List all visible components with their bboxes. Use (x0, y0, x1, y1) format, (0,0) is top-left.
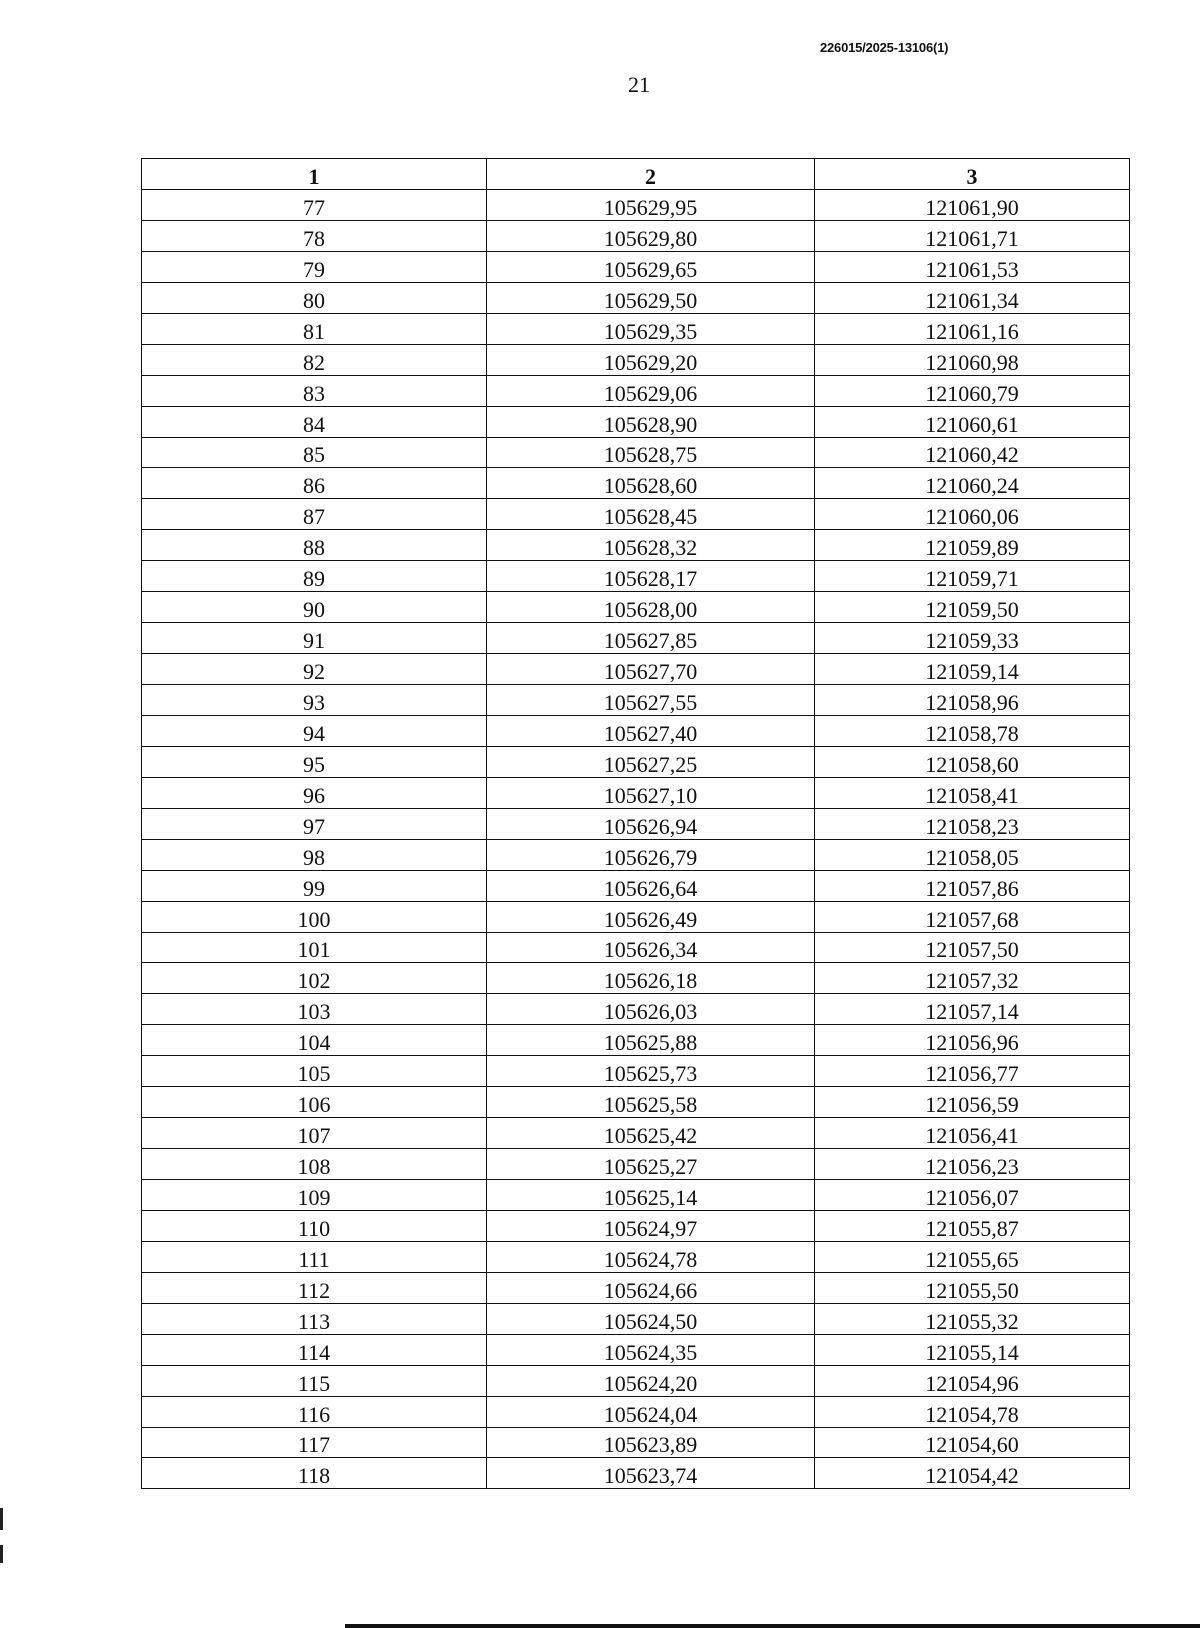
y-coordinate-cell: 121061,16 (815, 313, 1130, 344)
point-number-cell: 113 (142, 1303, 487, 1334)
table-header-row (142, 159, 1130, 190)
y-coordinate-cell: 121059,71 (815, 561, 1130, 592)
x-coordinate-cell: 105629,35 (487, 313, 815, 344)
x-coordinate-cell: 105626,18 (487, 963, 815, 994)
table-row (142, 1396, 1130, 1427)
x-coordinate-cell: 105623,74 (487, 1458, 815, 1489)
point-number-cell: 110 (142, 1210, 487, 1241)
x-coordinate-cell: 105628,32 (487, 530, 815, 561)
table-row (142, 685, 1130, 716)
x-coordinate-cell: 105624,66 (487, 1272, 815, 1303)
scan-edge-mark (0, 1508, 3, 1530)
y-coordinate-cell: 121058,05 (815, 839, 1130, 870)
x-coordinate-cell: 105626,64 (487, 870, 815, 901)
y-coordinate-cell: 121054,78 (815, 1396, 1130, 1427)
x-coordinate-cell: 105626,79 (487, 839, 815, 870)
point-number-cell: 80 (142, 282, 487, 313)
point-number-cell: 87 (142, 499, 487, 530)
point-number-cell: 117 (142, 1427, 487, 1458)
x-coordinate-cell: 105624,50 (487, 1303, 815, 1334)
table-row (142, 623, 1130, 654)
table-row (142, 1180, 1130, 1211)
y-coordinate-cell: 121060,98 (815, 344, 1130, 375)
table-row (142, 530, 1130, 561)
x-coordinate-cell: 105626,94 (487, 808, 815, 839)
x-coordinate-cell: 105624,97 (487, 1210, 815, 1241)
table-row (142, 901, 1130, 932)
table-row (142, 1272, 1130, 1303)
y-coordinate-cell: 121059,14 (815, 654, 1130, 685)
x-coordinate-cell: 105625,14 (487, 1180, 815, 1211)
table-row (142, 375, 1130, 406)
y-coordinate-cell: 121059,33 (815, 623, 1130, 654)
x-coordinate-cell: 105627,55 (487, 685, 815, 716)
point-number-cell: 115 (142, 1365, 487, 1396)
point-number-cell: 104 (142, 1025, 487, 1056)
x-coordinate-cell: 105629,06 (487, 375, 815, 406)
y-coordinate-cell: 121055,50 (815, 1272, 1130, 1303)
point-number-cell: 91 (142, 623, 487, 654)
table-row (142, 932, 1130, 963)
point-number-cell: 83 (142, 375, 487, 406)
y-coordinate-cell: 121061,53 (815, 251, 1130, 282)
x-coordinate-cell: 105626,03 (487, 994, 815, 1025)
x-coordinate-cell: 105629,95 (487, 190, 815, 221)
table-row (142, 654, 1130, 685)
x-coordinate-cell: 105627,40 (487, 715, 815, 746)
x-coordinate-cell: 105624,20 (487, 1365, 815, 1396)
y-coordinate-cell: 121058,78 (815, 715, 1130, 746)
x-coordinate-cell: 105627,70 (487, 654, 815, 685)
y-coordinate-cell: 121057,68 (815, 901, 1130, 932)
point-number-cell: 116 (142, 1396, 487, 1427)
table-row (142, 777, 1130, 808)
point-number-cell: 100 (142, 901, 487, 932)
x-coordinate-cell: 105625,27 (487, 1149, 815, 1180)
y-coordinate-cell: 121060,24 (815, 468, 1130, 499)
point-number-cell: 103 (142, 994, 487, 1025)
table-row (142, 406, 1130, 437)
table-row (142, 1241, 1130, 1272)
y-coordinate-cell: 121056,23 (815, 1149, 1130, 1180)
table-row (142, 715, 1130, 746)
table-row (142, 313, 1130, 344)
table-row (142, 437, 1130, 468)
page-number: 21 (628, 72, 650, 97)
y-coordinate-cell: 121054,96 (815, 1365, 1130, 1396)
x-coordinate-cell: 105628,75 (487, 437, 815, 468)
point-number-cell: 81 (142, 313, 487, 344)
y-coordinate-cell: 121057,50 (815, 932, 1130, 963)
table-row (142, 561, 1130, 592)
x-coordinate-cell: 105626,49 (487, 901, 815, 932)
y-coordinate-cell: 121061,34 (815, 282, 1130, 313)
point-number-cell: 94 (142, 715, 487, 746)
table-row (142, 220, 1130, 251)
table-row (142, 963, 1130, 994)
point-number-cell: 86 (142, 468, 487, 499)
table-row (142, 1365, 1130, 1396)
y-coordinate-cell: 121054,60 (815, 1427, 1130, 1458)
point-number-cell: 102 (142, 963, 487, 994)
table-row (142, 1458, 1130, 1489)
point-number-cell: 99 (142, 870, 487, 901)
point-number-cell: 84 (142, 406, 487, 437)
table-row (142, 808, 1130, 839)
coordinates-table (141, 158, 1130, 1489)
point-number-cell: 105 (142, 1056, 487, 1087)
table-row (142, 1334, 1130, 1365)
point-number-cell: 82 (142, 344, 487, 375)
x-coordinate-cell: 105628,45 (487, 499, 815, 530)
table-row (142, 1118, 1130, 1149)
y-coordinate-cell: 121055,32 (815, 1303, 1130, 1334)
point-number-cell: 107 (142, 1118, 487, 1149)
table-row (142, 1149, 1130, 1180)
point-number-cell: 89 (142, 561, 487, 592)
y-coordinate-cell: 121059,50 (815, 592, 1130, 623)
point-number-cell: 109 (142, 1180, 487, 1211)
y-coordinate-cell: 121056,07 (815, 1180, 1130, 1211)
y-coordinate-cell: 121061,90 (815, 190, 1130, 221)
y-coordinate-cell: 121060,79 (815, 375, 1130, 406)
table-row (142, 592, 1130, 623)
y-coordinate-cell: 121060,06 (815, 499, 1130, 530)
y-coordinate-cell: 121058,23 (815, 808, 1130, 839)
table-row (142, 468, 1130, 499)
point-number-cell: 78 (142, 220, 487, 251)
table-row (142, 1427, 1130, 1458)
y-coordinate-cell: 121057,32 (815, 963, 1130, 994)
y-coordinate-cell: 121060,61 (815, 406, 1130, 437)
x-coordinate-cell: 105625,73 (487, 1056, 815, 1087)
y-coordinate-cell: 121056,59 (815, 1087, 1130, 1118)
y-coordinate-cell: 121056,77 (815, 1056, 1130, 1087)
point-number-cell: 101 (142, 932, 487, 963)
table-row (142, 746, 1130, 777)
y-coordinate-cell: 121057,86 (815, 870, 1130, 901)
point-number-cell: 90 (142, 592, 487, 623)
x-coordinate-cell: 105629,80 (487, 220, 815, 251)
x-coordinate-cell: 105624,04 (487, 1396, 815, 1427)
x-coordinate-cell: 105629,65 (487, 251, 815, 282)
x-coordinate-cell: 105623,89 (487, 1427, 815, 1458)
point-number-cell: 77 (142, 190, 487, 221)
y-coordinate-cell: 121055,87 (815, 1210, 1130, 1241)
table-row (142, 994, 1130, 1025)
x-coordinate-cell: 105628,00 (487, 592, 815, 623)
x-coordinate-cell: 105624,35 (487, 1334, 815, 1365)
point-number-cell: 97 (142, 808, 487, 839)
y-coordinate-cell: 121056,41 (815, 1118, 1130, 1149)
y-coordinate-cell: 121057,14 (815, 994, 1130, 1025)
table-row (142, 344, 1130, 375)
x-coordinate-cell: 105625,58 (487, 1087, 815, 1118)
table-row (142, 1087, 1130, 1118)
table-row (142, 499, 1130, 530)
x-coordinate-cell: 105625,88 (487, 1025, 815, 1056)
x-coordinate-cell: 105629,50 (487, 282, 815, 313)
bottom-scan-rule (345, 1624, 1200, 1628)
x-coordinate-cell: 105624,78 (487, 1241, 815, 1272)
point-number-cell: 114 (142, 1334, 487, 1365)
table-body (142, 190, 1130, 1489)
table-row (142, 282, 1130, 313)
x-coordinate-cell: 105629,20 (487, 344, 815, 375)
table-row (142, 870, 1130, 901)
table-row (142, 1210, 1130, 1241)
y-coordinate-cell: 121055,65 (815, 1241, 1130, 1272)
table-row (142, 251, 1130, 282)
point-number-cell: 85 (142, 437, 487, 468)
table-row (142, 1025, 1130, 1056)
y-coordinate-cell: 121061,71 (815, 220, 1130, 251)
point-number-cell: 88 (142, 530, 487, 561)
y-coordinate-cell: 121060,42 (815, 437, 1130, 468)
table-row (142, 190, 1130, 221)
column-header: 2 (487, 159, 815, 190)
point-number-cell: 108 (142, 1149, 487, 1180)
column-header: 1 (142, 159, 487, 190)
y-coordinate-cell: 121058,96 (815, 685, 1130, 716)
point-number-cell: 96 (142, 777, 487, 808)
y-coordinate-cell: 121058,60 (815, 746, 1130, 777)
column-header: 3 (815, 159, 1130, 190)
x-coordinate-cell: 105627,25 (487, 746, 815, 777)
y-coordinate-cell: 121058,41 (815, 777, 1130, 808)
scan-edge-mark (0, 1545, 3, 1563)
x-coordinate-cell: 105625,42 (487, 1118, 815, 1149)
x-coordinate-cell: 105627,85 (487, 623, 815, 654)
x-coordinate-cell: 105628,90 (487, 406, 815, 437)
point-number-cell: 111 (142, 1241, 487, 1272)
point-number-cell: 106 (142, 1087, 487, 1118)
point-number-cell: 93 (142, 685, 487, 716)
table-row (142, 1056, 1130, 1087)
y-coordinate-cell: 121056,96 (815, 1025, 1130, 1056)
x-coordinate-cell: 105626,34 (487, 932, 815, 963)
point-number-cell: 112 (142, 1272, 487, 1303)
x-coordinate-cell: 105628,17 (487, 561, 815, 592)
point-number-cell: 95 (142, 746, 487, 777)
y-coordinate-cell: 121055,14 (815, 1334, 1130, 1365)
y-coordinate-cell: 121059,89 (815, 530, 1130, 561)
point-number-cell: 98 (142, 839, 487, 870)
point-number-cell: 92 (142, 654, 487, 685)
y-coordinate-cell: 121054,42 (815, 1458, 1130, 1489)
document-id: 226015/2025-13106(1) (820, 40, 949, 55)
table-row (142, 839, 1130, 870)
point-number-cell: 118 (142, 1458, 487, 1489)
x-coordinate-cell: 105627,10 (487, 777, 815, 808)
table-row (142, 1303, 1130, 1334)
x-coordinate-cell: 105628,60 (487, 468, 815, 499)
point-number-cell: 79 (142, 251, 487, 282)
